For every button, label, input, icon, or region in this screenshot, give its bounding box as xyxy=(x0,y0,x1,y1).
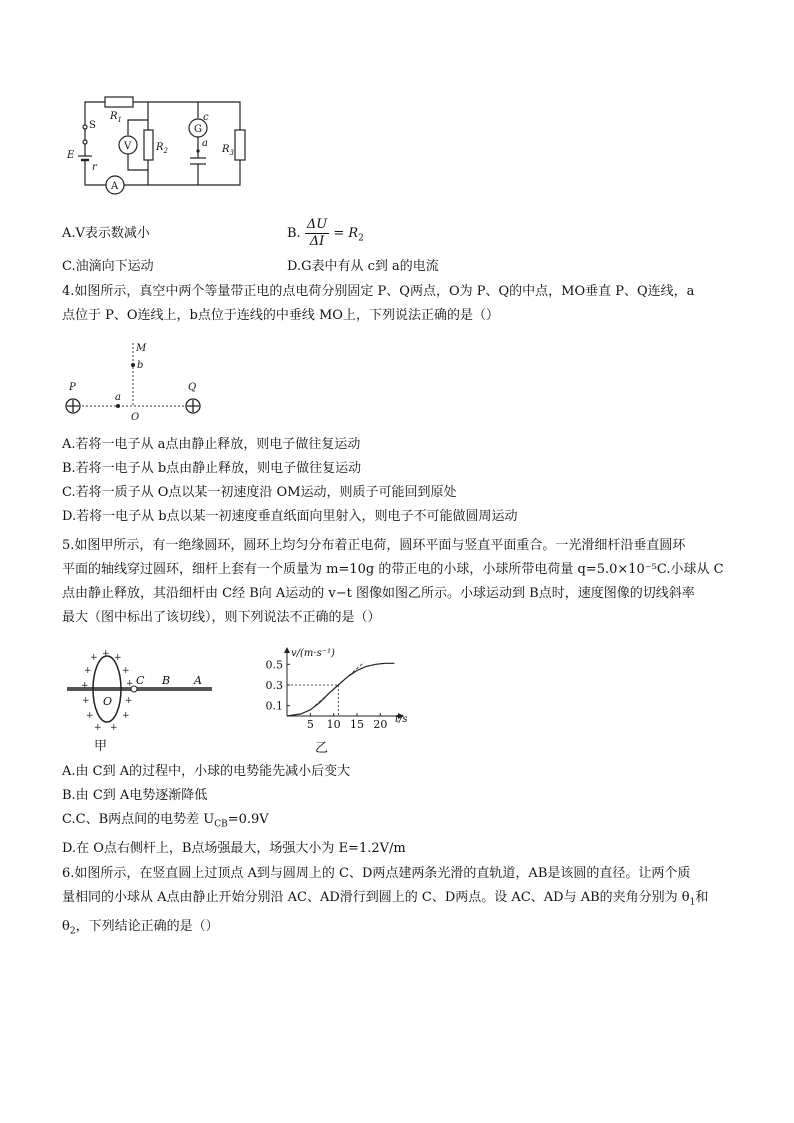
svg-text:+: + xyxy=(81,681,89,691)
q6-stem-line2-sub: 1 xyxy=(689,897,696,908)
q5-stem-line4: 最大（图中标出了该切线），则下列说法不正确的是（） xyxy=(62,610,381,625)
q4-stem-line2: 点位于 P、O连线上，b点位于连线的中垂线 MO上，下列说法正确的是（） xyxy=(62,308,499,323)
q6-stem-line2-text: 量相同的小球从 A点由静止开始分别沿 AC、AD滑行到圆上的 C、D两点。设 AC、AD与 AB的夹角分别为 θ xyxy=(62,890,690,905)
x-tick-label-0: 5 xyxy=(306,718,314,731)
q5-stem-line3: 点由静止释放，其沿细杆由 C经 B向 A运动的 v−t 图像如图乙所示。小球运动到 B点时，速度图像的切线斜率 xyxy=(62,586,695,601)
q4-option-b: B.若将一电子从 b点由静止释放，则电子做往复运动 xyxy=(62,461,362,476)
q4-option-d: D.若将一电子从 b点以某一初速度垂直纸面向里射入，则电子不可能做圆周运动 xyxy=(62,509,518,524)
svg-text:+: + xyxy=(94,723,102,733)
x-tick-label-2: 15 xyxy=(350,718,364,731)
ammeter-label: A xyxy=(111,181,119,192)
q6-stem-line2 xyxy=(62,886,742,915)
figure-yi-caption: 乙 xyxy=(315,741,329,756)
svg-text:+: + xyxy=(84,666,92,676)
q5-option-a: A.由 C到 A的过程中，小球的电势能先减小后变大 xyxy=(62,764,351,779)
y-tick-label-2: 0.5 xyxy=(265,658,283,672)
q6-stem-line3-sub: 2 xyxy=(69,926,76,937)
q5-stem-line2: 平面的轴线穿过圆环，细杆上套有一个质量为 m=10g 的带正电的小球，小球所带电荷量 q=5.0×10⁻⁵C.小球从 C xyxy=(62,562,724,577)
point-a-label: A xyxy=(194,674,202,687)
emf-label: E xyxy=(67,150,75,161)
q3-option-b-numerator: ΔU xyxy=(306,217,328,232)
svg-text:+: + xyxy=(122,666,130,676)
q3-option-b-prefix: B. xyxy=(287,226,301,241)
circuit-figure xyxy=(60,90,260,205)
point-a-label: a xyxy=(202,138,208,149)
r3-label: $R_3$ xyxy=(222,144,234,157)
q6-stem-line1: 6.如图所示，在竖直圆上过顶点 A到与圆周上的 C、D两点建两条光滑的直轨道，AB是该圆的直径。让两个质 xyxy=(62,866,691,881)
q4-option-c: C.若将一质子从 O点以某一初速度沿 OM运动，则质子可能回到原处 xyxy=(62,485,457,500)
point-o-label: O xyxy=(103,695,113,708)
q4-stem-line1: 4.如图所示，真空中两个等量带正电的点电荷分别固定 P、Q两点，O为 P、Q的中点，MO垂直 P、Q连线，a xyxy=(62,284,695,299)
point-b-label: B xyxy=(162,674,171,687)
point-o-label: O xyxy=(131,412,140,423)
q6-stem-line3 xyxy=(62,915,742,944)
voltmeter-label: V xyxy=(124,141,132,152)
q5-option-c-tail: =0.9V xyxy=(227,812,269,827)
x-tick-label-1: 10 xyxy=(326,718,341,731)
q5-stem xyxy=(62,534,742,630)
x-axis-label: t/s xyxy=(395,714,408,725)
r1-label: $R_1$ xyxy=(110,111,122,124)
q5-option-d: D.在 O点右侧杆上，B点场强最大，场强大小为 E=1.2V/m xyxy=(62,840,406,856)
svg-text:+: + xyxy=(82,696,90,706)
svg-text:+: + xyxy=(102,649,110,659)
y-tick-label-1: 0.3 xyxy=(265,679,283,692)
point-a-label: a xyxy=(115,392,121,403)
q3-option-b-rhs: = R xyxy=(333,226,359,241)
q3-option-b xyxy=(287,214,364,259)
svg-text:+: + xyxy=(114,653,122,663)
q3-option-a: A.V表示数减小 xyxy=(62,226,150,241)
point-c-label: c xyxy=(203,112,209,123)
q3-option-d: D.G表中有从 c到 a的电流 xyxy=(287,259,439,274)
q4-options xyxy=(62,433,742,529)
svg-text:+: + xyxy=(125,696,133,706)
svg-text:+: + xyxy=(122,711,130,721)
point-b-label: b xyxy=(137,360,144,371)
velocity-curve xyxy=(287,663,394,716)
vt-chart xyxy=(255,640,415,760)
q5-stem-line1: 5.如图甲所示，有一绝缘圆环，圆环上均匀分布着正电荷，圆环平面与竖直平面重合。一光滑细杆沿垂直圆环 xyxy=(62,538,686,553)
charge-q xyxy=(186,399,200,413)
q6-stem-line2-tail: 和 xyxy=(695,890,709,905)
r2-label: $R_2$ xyxy=(156,142,168,155)
q3-option-b-rhs-sub: 2 xyxy=(358,233,364,244)
q4-stem xyxy=(62,280,742,328)
figure-jia-caption: 甲 xyxy=(94,739,108,754)
y-axis-label: v/(m·s⁻¹) xyxy=(291,648,335,659)
q3-option-b-fraction xyxy=(305,217,329,250)
charges-figure xyxy=(60,338,220,423)
x-tick-label-3: 20 xyxy=(373,718,388,731)
switch-label: S xyxy=(89,120,96,131)
point-q-label: Q xyxy=(188,382,197,393)
q5-options xyxy=(62,760,742,861)
q6-stem xyxy=(62,862,742,943)
q3-option-c: C.油滴向下运动 xyxy=(62,259,154,274)
q5-option-c xyxy=(62,808,742,837)
q3-option-b-denominator: ΔI xyxy=(309,234,325,249)
q4-option-a: A.若将一电子从 a点由静止释放，则电子做往复运动 xyxy=(62,437,361,452)
charge-p xyxy=(66,399,80,413)
point-c-label: C xyxy=(136,674,145,687)
galvanometer-label: G xyxy=(194,124,202,135)
point-p-label: P xyxy=(69,382,76,393)
q5-option-c-sub: CB xyxy=(214,819,228,830)
point-m-label: M xyxy=(136,343,147,354)
svg-text:+: + xyxy=(90,653,98,663)
svg-text:+: + xyxy=(86,711,94,721)
svg-text:+: + xyxy=(110,723,118,733)
ring-figure xyxy=(62,648,222,758)
q6-stem-line3-theta: θ xyxy=(62,918,70,934)
internal-resistance-label: r xyxy=(92,162,97,173)
y-tick-label-0: 0.1 xyxy=(265,699,283,713)
q6-stem-line3-tail: ，下列结论正确的是（） xyxy=(75,918,219,934)
q5-option-b: B.由 C到 A电势逐渐降低 xyxy=(62,788,208,803)
svg-text:+: + xyxy=(126,679,134,689)
q5-option-c-text: C.C、B两点间的电势差 U xyxy=(62,812,215,827)
